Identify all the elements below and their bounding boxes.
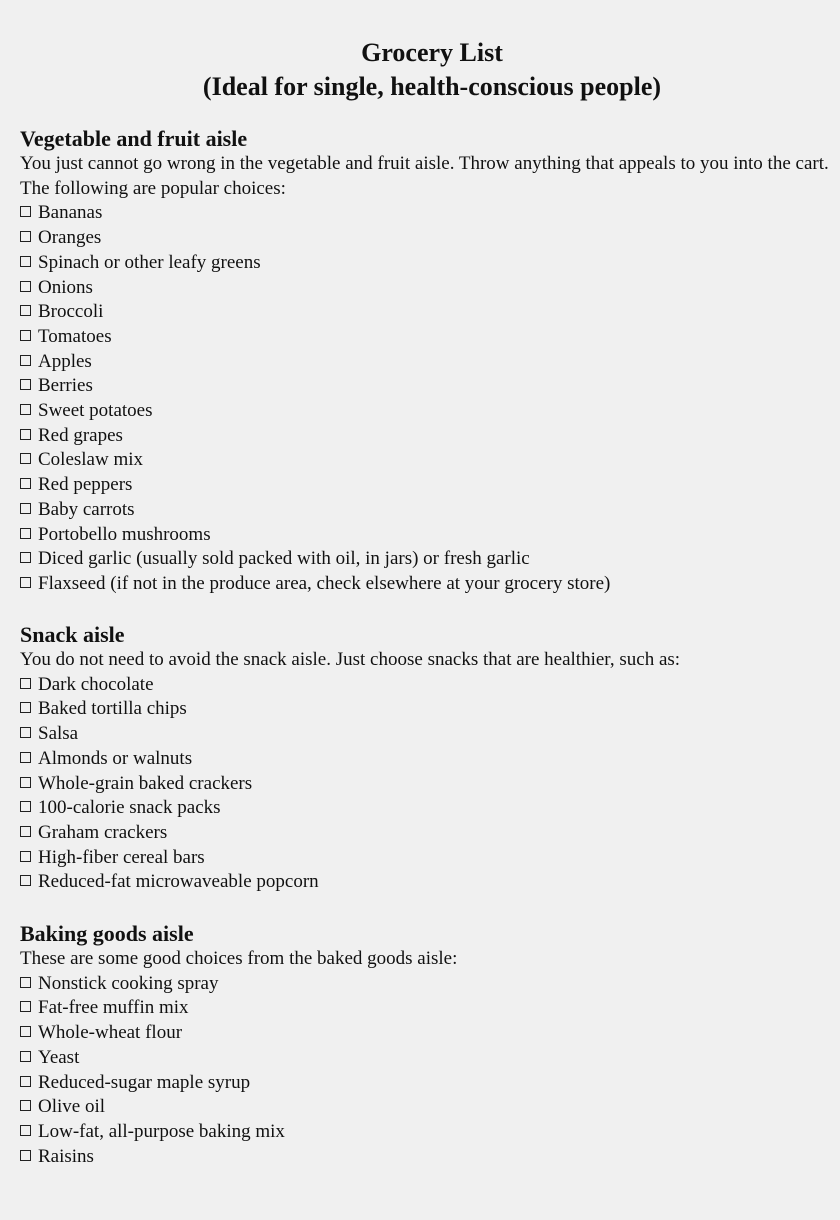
checklist-item (20, 722, 830, 747)
title-line-2: (Ideal for single, health-conscious people) (202, 72, 662, 101)
checklist-item-label: Portobello mushrooms (38, 523, 211, 545)
section-intro: You do not need to avoid the snack aisle. Just choose snacks that are healthier, such as: (20, 649, 681, 670)
checkbox-icon (20, 1150, 31, 1161)
checklist-item (20, 996, 830, 1021)
checkbox-icon (20, 206, 31, 217)
checklist-item (20, 226, 830, 251)
title-line-1: Grocery List (361, 38, 503, 67)
section-heading: Baking goods aisle (20, 921, 194, 946)
checklist-item (20, 1046, 830, 1071)
checklist-item-label: Yeast (38, 1046, 80, 1068)
checklist-item (20, 300, 830, 325)
checkbox-icon (20, 231, 31, 242)
checkbox-icon (20, 1125, 31, 1136)
checklist-item (20, 697, 830, 722)
checklist-item-label: Baked tortilla chips (38, 698, 187, 720)
checklist-item-label: Fat-free muffin mix (38, 997, 189, 1019)
checklist-item (20, 1021, 830, 1046)
checklist-item-label: Whole-wheat flour (38, 1022, 183, 1044)
checkbox-icon (20, 404, 31, 415)
document-title (20, 36, 830, 104)
checklist-item-label: Tomatoes (38, 325, 112, 347)
checkbox-icon (20, 875, 31, 886)
checkbox-icon (20, 1076, 31, 1087)
checklist-item (20, 523, 830, 548)
checkbox-icon (20, 801, 31, 812)
checklist-item (20, 325, 830, 350)
checkbox-icon (20, 1026, 31, 1037)
checkbox-icon (20, 826, 31, 837)
checkbox-icon (20, 429, 31, 440)
checkbox-icon (20, 305, 31, 316)
checklist-item-label: Coleslaw mix (38, 449, 144, 471)
checklist-item-label: Red grapes (38, 424, 123, 446)
checklist-item-label: Low-fat, all-purpose baking mix (38, 1120, 285, 1142)
checkbox-icon (20, 777, 31, 788)
section-snack (20, 622, 830, 895)
checklist-item-label: Reduced-sugar maple syrup (38, 1071, 251, 1093)
checkbox-icon (20, 678, 31, 689)
section-intro: These are some good choices from the baked goods aisle: (20, 948, 458, 969)
checklist-item (20, 251, 830, 276)
document-page (20, 36, 830, 1167)
checkbox-icon (20, 1051, 31, 1062)
checklist-item (20, 747, 830, 772)
checklist-item (20, 1120, 830, 1145)
checklist-item-label: 100-calorie snack packs (38, 797, 221, 819)
checkbox-icon (20, 577, 31, 588)
checkbox-icon (20, 355, 31, 366)
checklist-item (20, 1095, 830, 1120)
checklist-item-label: Onions (38, 276, 93, 298)
checklist-item-label: Broccoli (38, 301, 104, 323)
checkbox-icon (20, 379, 31, 390)
checklist-item-label: Nonstick cooking spray (38, 972, 219, 994)
checklist-item-label: Whole-grain baked crackers (38, 772, 253, 794)
checkbox-icon (20, 977, 31, 988)
checklist-item (20, 796, 830, 821)
checklist-item-label: Baby carrots (38, 498, 135, 520)
checklist-item-label: Dark chocolate (38, 673, 154, 695)
checklist-item-label: Bananas (38, 202, 103, 224)
checklist-item-label: Spinach or other leafy greens (38, 251, 261, 273)
section-heading: Snack aisle (20, 622, 125, 647)
section-heading: Vegetable and fruit aisle (20, 126, 248, 151)
checklist-item-label: High-fiber cereal bars (38, 846, 205, 868)
checklist (20, 201, 830, 596)
checklist-item-label: Apples (38, 350, 92, 372)
checklist-item (20, 1071, 830, 1096)
checklist-item (20, 1145, 830, 1170)
checklist-item-label: Berries (38, 375, 93, 397)
checklist-item (20, 673, 830, 698)
checkbox-icon (20, 256, 31, 267)
checkbox-icon (20, 330, 31, 341)
checklist-item-label: Almonds or walnuts (38, 747, 193, 769)
checklist-item (20, 399, 830, 424)
checkbox-icon (20, 851, 31, 862)
checklist-item (20, 350, 830, 375)
checklist-item (20, 846, 830, 871)
checklist-item (20, 276, 830, 301)
checklist-item-label: Olive oil (38, 1096, 106, 1118)
section-intro: You just cannot go wrong in the vegetable and fruit aisle. Throw anything that appeals to you into the cart. The following are popular choices: (20, 153, 829, 199)
checklist-item-label: Reduced-fat microwaveable popcorn (38, 871, 319, 893)
checklist-item (20, 424, 830, 449)
checklist-item-label: Oranges (38, 227, 102, 249)
checklist-item (20, 572, 830, 597)
checkbox-icon (20, 752, 31, 763)
checklist-item (20, 374, 830, 399)
section-vegetable-fruit (20, 126, 830, 597)
checklist-item (20, 473, 830, 498)
checklist-item-label: Flaxseed (if not in the produce area, check elsewhere at your grocery store) (38, 572, 611, 594)
checklist (20, 673, 830, 895)
checklist-item-label: Sweet potatoes (38, 400, 153, 422)
checklist-item (20, 448, 830, 473)
checkbox-icon (20, 552, 31, 563)
checklist-item-label: Diced garlic (usually sold packed with oil, in jars) or fresh garlic (38, 548, 530, 570)
checkbox-icon (20, 727, 31, 738)
checklist-item (20, 972, 830, 997)
checklist (20, 972, 830, 1170)
checkbox-icon (20, 503, 31, 514)
checklist-item-label: Graham crackers (38, 821, 168, 843)
checklist-item-label: Salsa (38, 723, 79, 745)
checkbox-icon (20, 1100, 31, 1111)
checkbox-icon (20, 702, 31, 713)
checkbox-icon (20, 453, 31, 464)
checkbox-icon (20, 1001, 31, 1012)
checklist-item (20, 870, 830, 895)
section-baking-goods (20, 921, 830, 1169)
checklist-item (20, 201, 830, 226)
checkbox-icon (20, 528, 31, 539)
checklist-item (20, 821, 830, 846)
checklist-item (20, 547, 830, 572)
checklist-item (20, 772, 830, 797)
checkbox-icon (20, 478, 31, 489)
checklist-item-label: Red peppers (38, 474, 133, 496)
checklist-item (20, 498, 830, 523)
checkbox-icon (20, 281, 31, 292)
checklist-item-label: Raisins (38, 1145, 94, 1167)
